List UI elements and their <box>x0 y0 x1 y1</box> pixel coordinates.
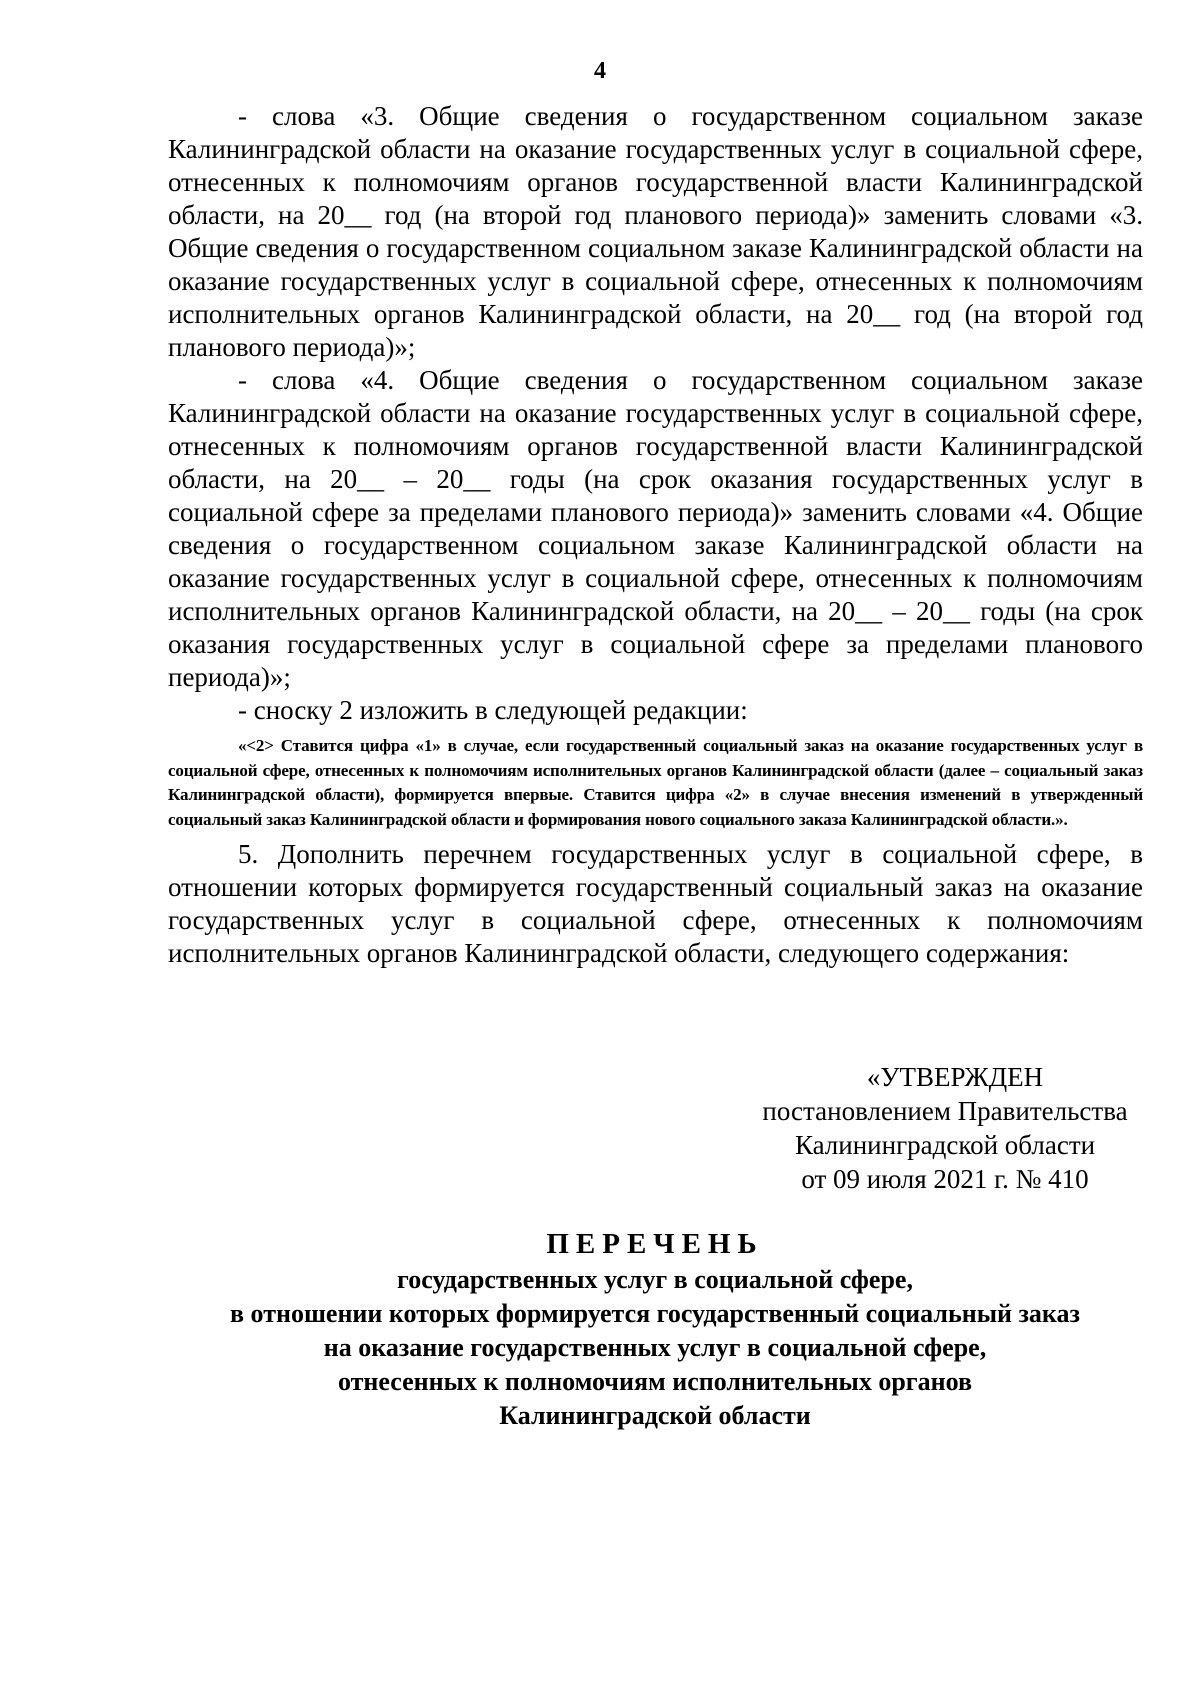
document-body <box>168 100 1143 970</box>
paragraph-replace-section-4: - слова «4. Общие сведения о государственном социальном заказе Калининградской области на оказание государственных услуг в социальной сфере, отнесенных к полномочиям органов государственной власти Калининградской области, на 20__ – 20__ годы (на срок оказания государственных услуг в социальной сфере за пределами планового периода)» заменить словами «4. Общие сведения о государственном социальном заказе Калининградской области на оказание государственных услуг в социальной сфере, отнесенных к полномочиям исполнительных органов Калининградской области, на 20__ – 20__ годы (на срок оказания государственных услуг в социальной сфере за пределами планового периода)»; <box>168 365 1143 692</box>
paragraph-item-5: 5. Дополнить перечнем государственных услуг в социальной сфере, в отношении которых формируется государственный социальный заказ на оказание государственных услуг в социальной сфере, отнесенных к полномочиям исполнительных органов Калининградской области, следующего содержания: <box>168 839 1143 968</box>
list-title-heading: ПЕРЕЧЕНЬ <box>546 1228 764 1260</box>
approval-line-decree: постановлением Правительства <box>762 1096 1128 1126</box>
approval-line-region: Калининградской области <box>794 1130 1096 1160</box>
approval-line-approved: «УТВЕРЖДЕН <box>866 1062 1044 1092</box>
footnote-text: «<2> Ставится цифра «1» в случае, если государственный социальный заказ на оказание государственных услуг в социальной сфере, отнесенных к полномочиям исполнительных органов Калининградской области (далее – социальный заказ Калининградской области), формируется впервые. Ставится цифра «2» в случае внесения изменений в утвержденный социальный заказ Калининградской области и формирования нового социального заказа Калининградской области.». <box>168 736 1143 829</box>
paragraph-replace-section-3: - слова «3. Общие сведения о государственном социальном заказе Калининградской области на оказание государственных услуг в социальной сфере, отнесенных к полномочиям органов государственной власти Калининградской области, на 20__ год (на второй год планового периода)» заменить словами «3. Общие сведения о государственном социальном заказе Калининградской области на оказание государственных услуг в социальной сфере, отнесенных к полномочиям исполнительных органов Калининградской области, на 20__ год (на второй год планового периода)»; <box>168 101 1143 362</box>
page-number: 4 <box>594 58 606 84</box>
list-title-line: государственных услуг в социальной сфере, <box>397 1265 913 1294</box>
paragraph-footnote-intro: - сноску 2 изложить в следующей редакции: <box>238 695 748 725</box>
list-title-line: Калининградской области <box>499 1401 811 1430</box>
approval-line-date: от 09 июля 2021 г. № 410 <box>801 1164 1089 1194</box>
list-title-line: на оказание государственных услуг в социальной сфере, <box>323 1333 987 1362</box>
list-title-line: в отношении которых формируется государственный социальный заказ <box>230 1299 1080 1328</box>
approval-stamp <box>745 1060 1145 1196</box>
list-title-line: отнесенных к полномочиям исполнительных органов <box>337 1367 972 1396</box>
list-title-block <box>150 1225 1160 1433</box>
